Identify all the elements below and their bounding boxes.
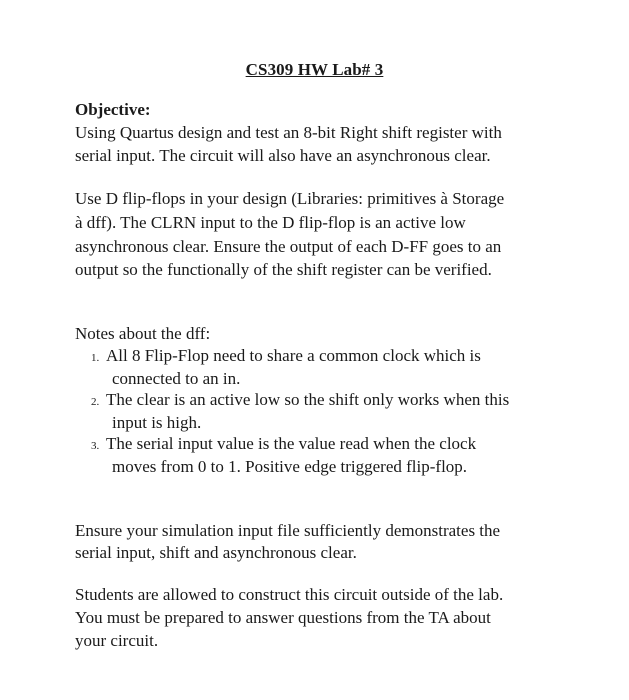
dff-paragraph-line: asynchronous clear. Ensure the output of each D-FF goes to an [75, 237, 502, 256]
note-line: The clear is an active low so the shift only works when this [106, 390, 510, 409]
note-line: input is high. [112, 413, 202, 432]
note-number: 1. [91, 352, 100, 364]
objective-heading: Objective: [75, 100, 151, 119]
note-line: The serial input value is the value read when the clock [106, 434, 477, 453]
students-paragraph-line: your circuit. [75, 631, 159, 650]
dff-paragraph-line: à dff). The CLRN input to the D flip-flop is an active low [75, 213, 466, 232]
page-title: CS309 HW Lab# 3 [245, 60, 384, 79]
objective-line: serial input. The circuit will also have an asynchronous clear. [75, 146, 491, 165]
note-number: 3. [91, 440, 100, 452]
note-number: 2. [91, 396, 100, 408]
simulation-paragraph-line: serial input, shift and asynchronous clear. [75, 543, 357, 562]
students-paragraph-line: Students are allowed to construct this circuit outside of the lab. [75, 585, 504, 604]
dff-paragraph-line: Use D flip-flops in your design (Libraries: primitives à Storage [75, 189, 505, 208]
note-line: All 8 Flip-Flop need to share a common clock which is [106, 346, 481, 365]
dff-paragraph-line: output so the functionally of the shift register can be verified. [75, 260, 492, 279]
note-line: moves from 0 to 1. Positive edge triggered flip-flop. [112, 457, 468, 476]
objective-line: Using Quartus design and test an 8-bit Right shift register with [75, 123, 502, 142]
note-line: connected to an in. [112, 369, 241, 388]
notes-heading: Notes about the dff: [75, 324, 211, 343]
simulation-paragraph-line: Ensure your simulation input file sufficiently demonstrates the [75, 521, 501, 540]
students-paragraph-line: You must be prepared to answer questions from the TA about [75, 608, 491, 627]
